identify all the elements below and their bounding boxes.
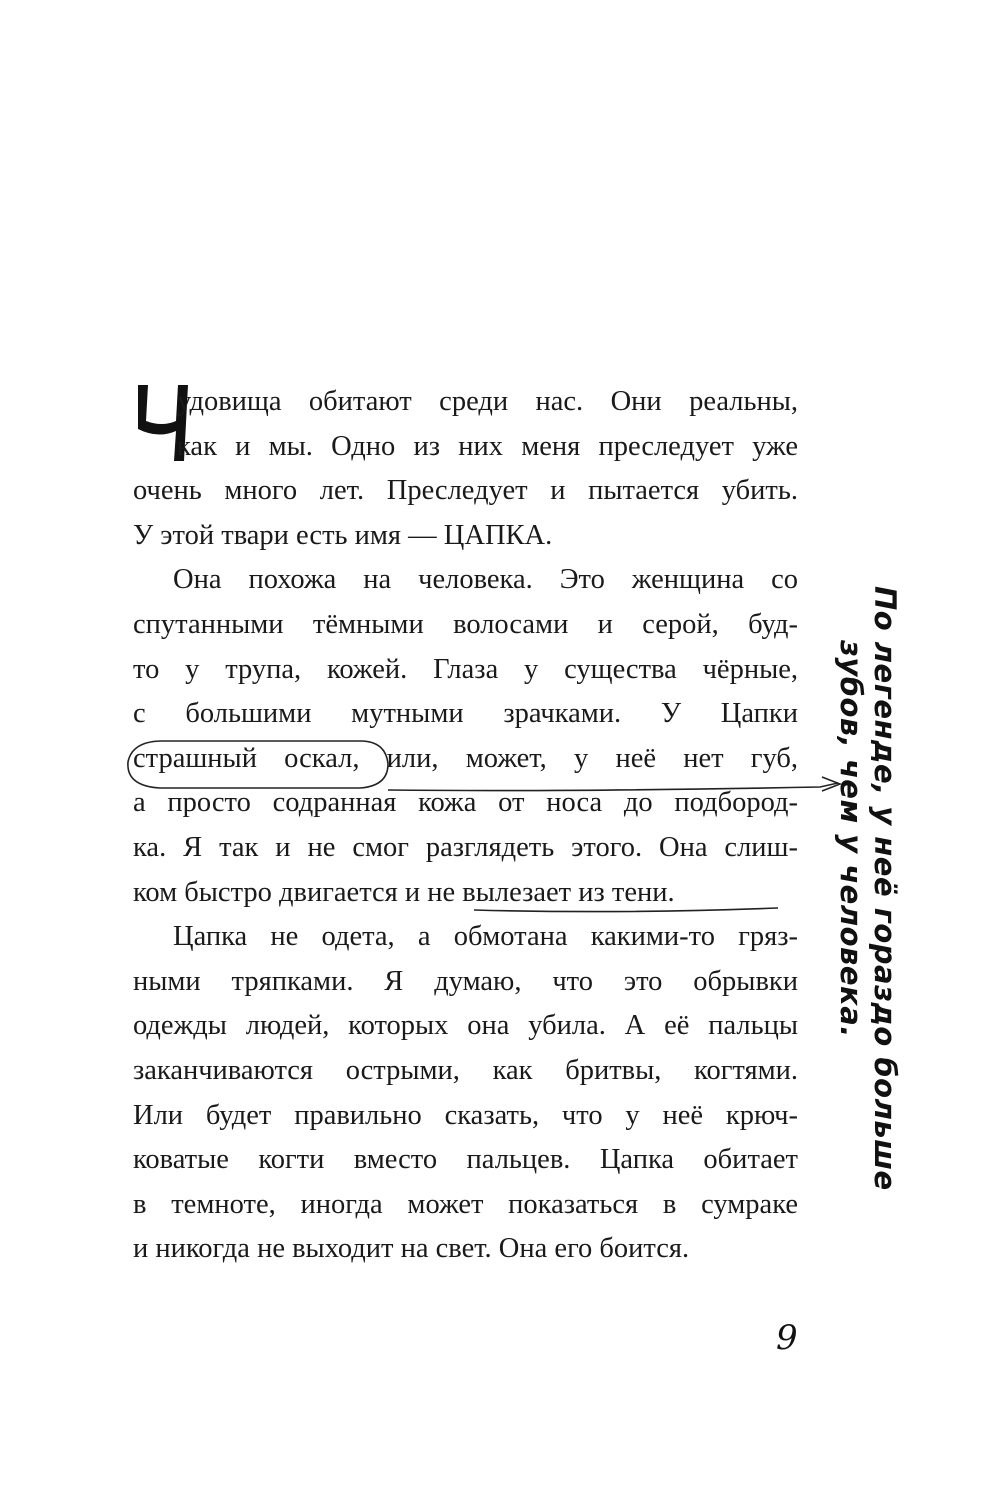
text-line: Цапка не одета, а обмотана какими-то гряз-	[173, 921, 798, 953]
text-line: спутанными тёмными волосами и серой, буд-	[133, 608, 798, 640]
text-line: коватые когти вместо пальцев. Цапка обитает	[133, 1144, 798, 1176]
text-line: У этой твари есть имя — ЦАПКА.	[133, 519, 553, 551]
text-line: ком быстро двигается и не вылезает из тени.	[133, 876, 675, 908]
text-line: очень много лет. Преследует и пытается убить.	[133, 475, 798, 507]
text-line: ка. Я так и не смог разглядеть этого. Она слиш-	[133, 831, 798, 863]
body-text	[133, 380, 798, 1272]
text-line: Или будет правильно сказать, что у неё крюч-	[133, 1099, 798, 1131]
text-line: а просто содранная кожа от носа до подбород-	[133, 787, 798, 819]
text-line: заканчиваются острыми, как бритвы, когтями.	[133, 1054, 798, 1086]
page-number: 9	[776, 1318, 798, 1358]
text-line: удовища обитают среди нас. Они реальны,	[177, 386, 798, 417]
text-line: и никогда не выходит на свет. Она его боится.	[133, 1233, 690, 1265]
text-line: Она похожа на человека. Это женщина со	[173, 564, 798, 596]
svg-text:Ч: Ч	[163, 441, 164, 442]
text-line: то у трупа, кожей. Глаза у существа чёрные,	[133, 653, 798, 685]
text-line: в темноте, иногда может показаться в сумраке	[133, 1188, 798, 1220]
text-line: с большими мутными зрачками. У Цапки	[133, 698, 798, 730]
margin-note-line: зубов, чем у человека.	[834, 640, 868, 1038]
text-line: одежды людей, которых она убила. А её пальцы	[133, 1010, 798, 1042]
margin-note-line: По легенде, у неё гораздо больше	[868, 586, 902, 1191]
text-line: ными тряпками. Я думаю, что это обрывки	[133, 965, 798, 997]
text-line: как и мы. Одно из них меня преследует уже	[177, 430, 798, 462]
text-line: страшный оскал, или, может, у неё нет губ,	[133, 742, 798, 774]
